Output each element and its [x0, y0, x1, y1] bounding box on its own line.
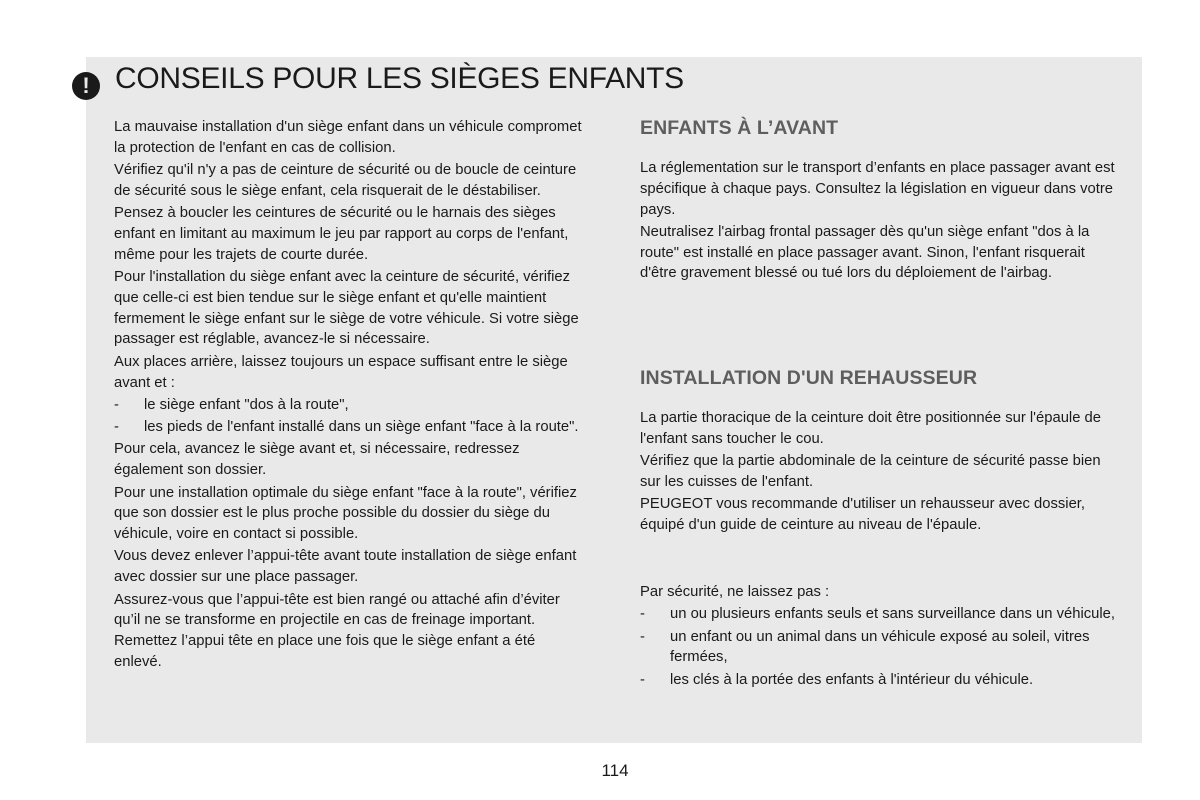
paragraph: Pour une installation optimale du siège enfant "face à la route", vérifiez que son dossier est le plus proche possible du dossier du siège du véhicule, voire en contact si possible. [114, 484, 577, 543]
paragraph: Pour l'installation du siège enfant avec la ceinture de sécurité, vérifiez que celle-ci est bien tendue sur le siège enfant et qu'elle maintient fermement le siège enfant sur le siège de votre véhicule. Si votre siège passager est réglable, avancez-le si nécessaire. [114, 269, 579, 348]
paragraph: Aux places arrière, laissez toujours un espace suffisant entre le siège avant et : [114, 353, 568, 391]
paragraph: Pensez à boucler les ceintures de sécurité ou le harnais des sièges enfant en limitant au maximum le jeu par rapport au corps de l'enfant, même pour les trajets de courte durée. [114, 205, 569, 263]
paragraph: La partie thoracique de la ceinture doit être positionnée sur l'épaule de l'enfant sans toucher le cou. [640, 410, 1102, 447]
booster-section [640, 408, 1120, 537]
paragraph: La réglementation sur le transport d’enfants en place passager avant est spécifique à chaque pays. Consultez la législation en vigueur dans votre pays. [640, 160, 1115, 218]
paragraph: PEUGEOT vous recommande d'utiliser un rehausseur avec dossier, équipé d'un guide de ceinture au niveau de l'épaule. [640, 496, 1086, 533]
list-item: - les clés à la portée des enfants à l'intérieur du véhicule. [640, 670, 1120, 691]
page-title: CONSEILS POUR LES SIÈGES ENFANTS [115, 62, 684, 95]
section-heading-front: ENFANTS À L’AVANT [640, 117, 839, 139]
list-item: - le siège enfant "dos à la route", [114, 395, 584, 416]
paragraph: Neutralisez l'airbag frontal passager dès qu'un siège enfant "dos à la route" est installé en place passager avant. Sinon, l'enfant risquerait d'être gravement blessé ou tué lors du déploiement de l'airbag. [640, 223, 1090, 282]
page-number: 114 [601, 761, 629, 780]
safety-list [640, 604, 1120, 690]
paragraph: Vous devez enlever l’appui-tête avant toute installation de siège enfant avec dossier sur une place passager. [114, 548, 577, 586]
left-column [114, 117, 584, 674]
list-item: - un enfant ou un animal dans un véhicule exposé au soleil, vitres fermées, [640, 627, 1120, 669]
list-item: - les pieds de l'enfant installé dans un siège enfant "face à la route". [114, 417, 584, 438]
safety-section [640, 582, 1120, 692]
paragraph: Vérifiez qu'il n'y a pas de ceinture de sécurité ou de boucle de ceinture de sécurité sous le siège enfant, cela risquerait de le déstabiliser. [114, 162, 577, 199]
rear-seat-list [114, 395, 584, 438]
section-heading-booster: INSTALLATION D'UN REHAUSSEUR [640, 367, 978, 389]
paragraph: Vérifiez que la partie abdominale de la ceinture de sécurité passe bien sur les cuisses de l'enfant. [640, 453, 1101, 490]
front-section [640, 158, 1120, 286]
paragraph: La mauvaise installation d'un siège enfant dans un véhicule compromet la protection de l'enfant en cas de collision. [114, 119, 582, 156]
paragraph: Par sécurité, ne laissez pas : [640, 584, 830, 600]
warning-icon: ! [72, 72, 100, 100]
list-item: - un ou plusieurs enfants seuls et sans surveillance dans un véhicule, [640, 604, 1120, 625]
paragraph: Pour cela, avancez le siège avant et, si nécessaire, redressez également son dossier. [114, 441, 520, 479]
paragraph: Assurez-vous que l’appui-tête est bien rangé ou attaché afin d’éviter qu’il ne se transforme en projectile en cas de freinage important. Remettez l’appui tête en place une fois que le siège enfant a été enlevé. [114, 591, 560, 670]
